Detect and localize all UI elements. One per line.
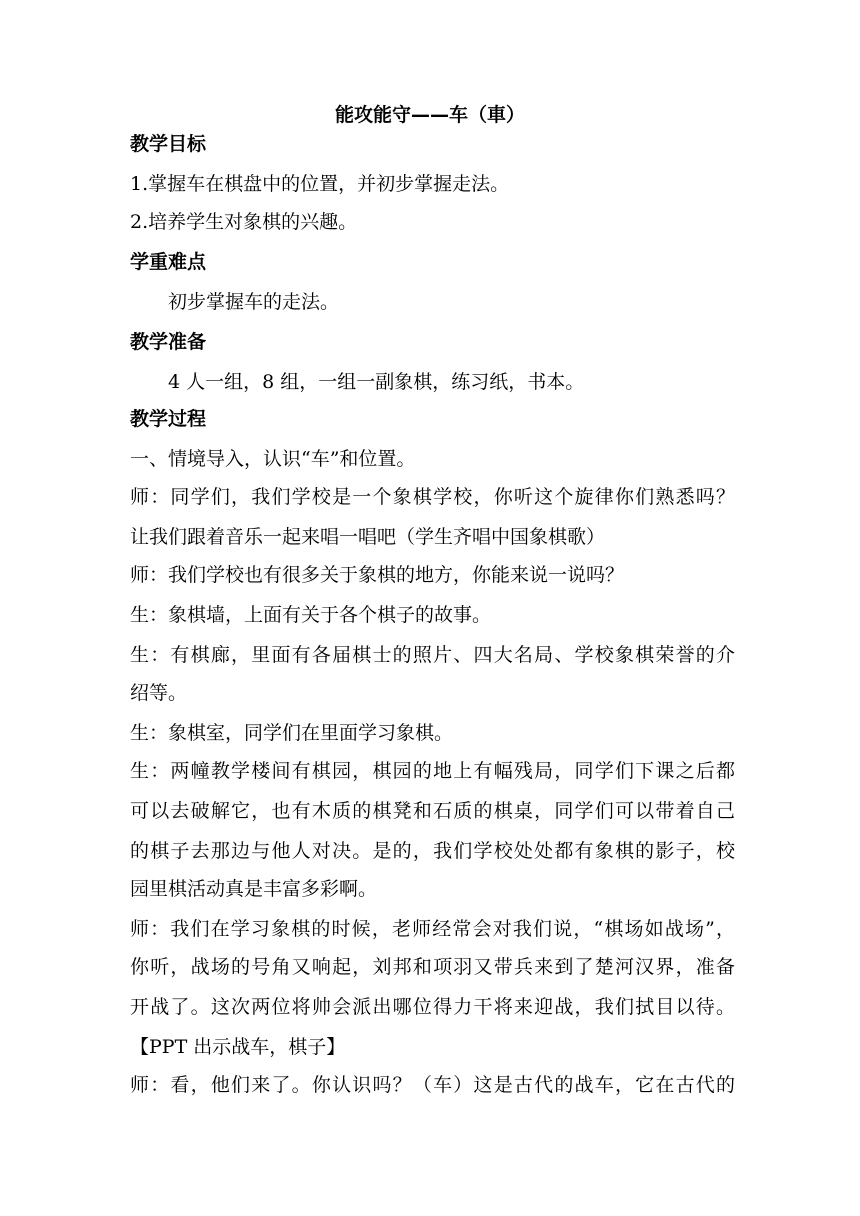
- process-line: 师：我们学校也有很多关于象棋的地方，你能来说一说吗？: [130, 564, 625, 586]
- section-heading-key-points: 学重难点: [130, 251, 207, 273]
- process-line: 你听，战场的号角又响起，刘邦和项羽又带兵来到了楚河汉界，准备: [130, 956, 735, 978]
- process-line: 一、情境导入，认识“车”和位置。: [130, 448, 416, 470]
- process-line: 让我们跟着音乐一起来唱一唱吧（学生齐唱中国象棋歌）: [130, 526, 606, 548]
- section-heading-preparation: 教学准备: [130, 331, 207, 353]
- goal-item-2: 2.培养学生对象棋的兴趣。: [130, 211, 358, 233]
- process-line: 园里棋活动真是丰富多彩啊。: [130, 878, 378, 900]
- process-line: 师：我们在学习象棋的时候，老师经常会对我们说，“棋场如战场”，: [130, 918, 735, 940]
- key-points-text: 初步掌握车的走法。: [168, 291, 340, 313]
- process-line: 生：象棋室，同学们在里面学习象棋。: [130, 722, 454, 744]
- section-heading-process: 教学过程: [130, 408, 207, 430]
- process-line: 可以去破解它，也有木质的棋凳和石质的棋桌，同学们可以带着自己: [130, 800, 735, 822]
- process-line: 生：有棋廊，里面有各届棋士的照片、四大名局、学校象棋荣誉的介: [130, 644, 735, 666]
- process-line: 的棋子去那边与他人对决。是的，我们学校处处都有象棋的影子，校: [130, 840, 735, 862]
- section-heading-goals: 教学目标: [130, 133, 207, 155]
- preparation-text: 4 人一组，8 组，一组一副象棋，练习纸，书本。: [168, 371, 585, 393]
- process-line: 生：象棋墙，上面有关于各个棋子的故事。: [130, 604, 492, 626]
- process-line: 生：两幢教学楼间有棋园，棋园的地上有幅残局，同学们下课之后都: [130, 760, 735, 782]
- process-line: 【PPT 出示战车，棋子】: [130, 1036, 346, 1058]
- document-title: 能攻能守——车（車）: [334, 104, 525, 126]
- goal-item-1: 1.掌握车在棋盘中的位置，并初步掌握走法。: [130, 173, 510, 195]
- process-line: 绍等。: [130, 682, 188, 704]
- process-line: 开战了。这次两位将帅会派出哪位得力干将来迎战，我们拭目以待。: [130, 996, 735, 1018]
- process-line: 师：同学们，我们学校是一个象棋学校，你听这个旋律你们熟悉吗？: [130, 486, 735, 508]
- process-line: 师：看，他们来了。你认识吗？（车）这是古代的战车，它在古代的: [130, 1074, 735, 1096]
